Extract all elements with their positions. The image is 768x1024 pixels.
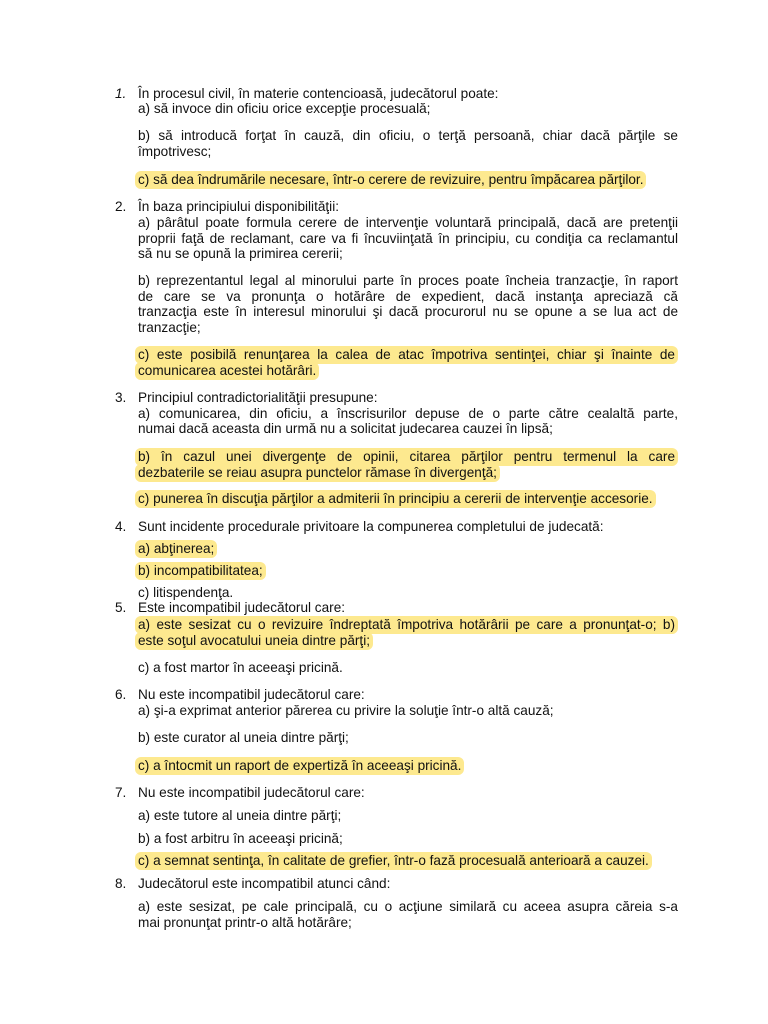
question-number: 7.	[115, 785, 127, 800]
answer-option-cont: mai pronunţat printr-o altă hotărâre;	[138, 915, 352, 930]
answer-option-cont: proprii faţă de reclamant, care va fi încuviinţată în principiu, cu condiţia ca reclamantul	[138, 231, 678, 246]
answer-option: b) să introducă forţat în cauză, din oficiu, o terţă persoană, chiar dacă părţile se	[138, 128, 678, 143]
question-number: 4.	[115, 519, 127, 534]
highlighted-answer: a) este sesizat cu o revizuire îndreptată împotriva hotărârii pe care a pronunţat-o; b)	[135, 616, 678, 634]
answer-option: c) a fost martor în aceeaşi pricină.	[138, 660, 343, 675]
highlighted-answer: c) a întocmit un raport de expertiză în aceeaşi pricină.	[135, 757, 464, 775]
answer-option-cont: să nu se opună la primirea cererii;	[138, 246, 343, 261]
answer-option: b) reprezentantul legal al minorului parte în proces poate încheia tranzacţie, în raport	[138, 273, 678, 288]
highlighted-answer-cont: comunicarea acestei hotărâri.	[135, 362, 319, 380]
question-stem: Sunt incidente procedurale privitoare la compunerea completului de judecată:	[138, 519, 604, 534]
question-stem: În procesul civil, în materie contencioasă, judecătorul poate:	[138, 86, 499, 101]
question-number: 6.	[115, 687, 127, 702]
answer-option-cont: de care se va pronunţa o hotărâre de expedient, dacă instanţa apreciază că	[138, 289, 678, 304]
answer-option: a) este sesizat, pe cale principală, cu o acţiune similară cu aceea asupra căreia s-a	[138, 899, 678, 914]
highlighted-answer: b) în cazul unei divergenţe de opinii, citarea părţilor pentru termenul la care	[135, 448, 678, 466]
answer-option: a) să invoce din oficiu orice excepţie procesuală;	[138, 101, 431, 116]
question-stem: Nu este incompatibil judecătorul care:	[138, 785, 365, 800]
question-stem: Judecătorul este incompatibil atunci când:	[138, 876, 391, 891]
question-number: 3.	[115, 390, 127, 405]
question-number: 8.	[115, 876, 127, 891]
highlighted-answer: c) să dea îndrumările necesare, într-o cerere de revizuire, pentru împăcarea părţilor.	[135, 171, 646, 189]
answer-option: a) pârâtul poate formula cerere de intervenţie voluntară principală, dacă are pretenţii	[138, 215, 678, 230]
answer-option: b) este curator al uneia dintre părţi;	[138, 730, 349, 745]
question-number: 1.	[115, 86, 127, 101]
answer-option: b) a fost arbitru în aceeaşi pricină;	[138, 831, 343, 846]
answer-option: a) este tutore al uneia dintre părţi;	[138, 808, 342, 823]
answer-option-cont: numai dacă aceasta din urmă nu a solicitat judecarea cauzei în lipsă;	[138, 421, 553, 436]
question-stem: Este incompatibil judecătorul care:	[138, 600, 346, 615]
answer-option-cont: tranzacţie;	[138, 320, 201, 335]
highlighted-answer-cont: este soţul avocatului uneia dintre părţi;	[135, 632, 373, 650]
answer-option: a) şi-a exprimat anterior părerea cu privire la soluţie într-o altă cauză;	[138, 703, 554, 718]
highlighted-answer: a) abţinerea;	[135, 540, 217, 558]
answer-option: c) litispendenţa.	[138, 585, 234, 600]
question-stem: Nu este incompatibil judecătorul care:	[138, 687, 365, 702]
highlighted-answer: c) este posibilă renunţarea la calea de atac împotriva sentinţei, chiar şi înainte de	[135, 346, 678, 364]
highlighted-answer: c) a semnat sentinţa, în calitate de grefier, într-o fază procesuală anterioară a cauzei.	[135, 852, 652, 870]
question-number: 5.	[115, 600, 127, 615]
answer-option-cont: tranzacţia este în interesul minorului şi dacă procurorul nu se opune a se lua act de	[138, 304, 678, 319]
highlighted-answer: c) punerea în discuţia părţilor a admiterii în principiu a cererii de intervenţie accesorie.	[135, 490, 656, 508]
answer-option: a) comunicarea, din oficiu, a înscrisurilor depuse de o parte către cealaltă parte,	[138, 406, 678, 421]
question-stem: În baza principiului disponibilităţii:	[138, 199, 339, 214]
highlighted-answer-cont: dezbaterile se reiau asupra punctelor rămase în divergenţă;	[135, 464, 500, 482]
question-number: 2.	[115, 199, 127, 214]
question-stem: Principiul contradictorialităţii presupune:	[138, 390, 378, 405]
highlighted-answer: b) incompatibilitatea;	[135, 562, 266, 580]
answer-option-cont: împotrivesc;	[138, 144, 212, 159]
